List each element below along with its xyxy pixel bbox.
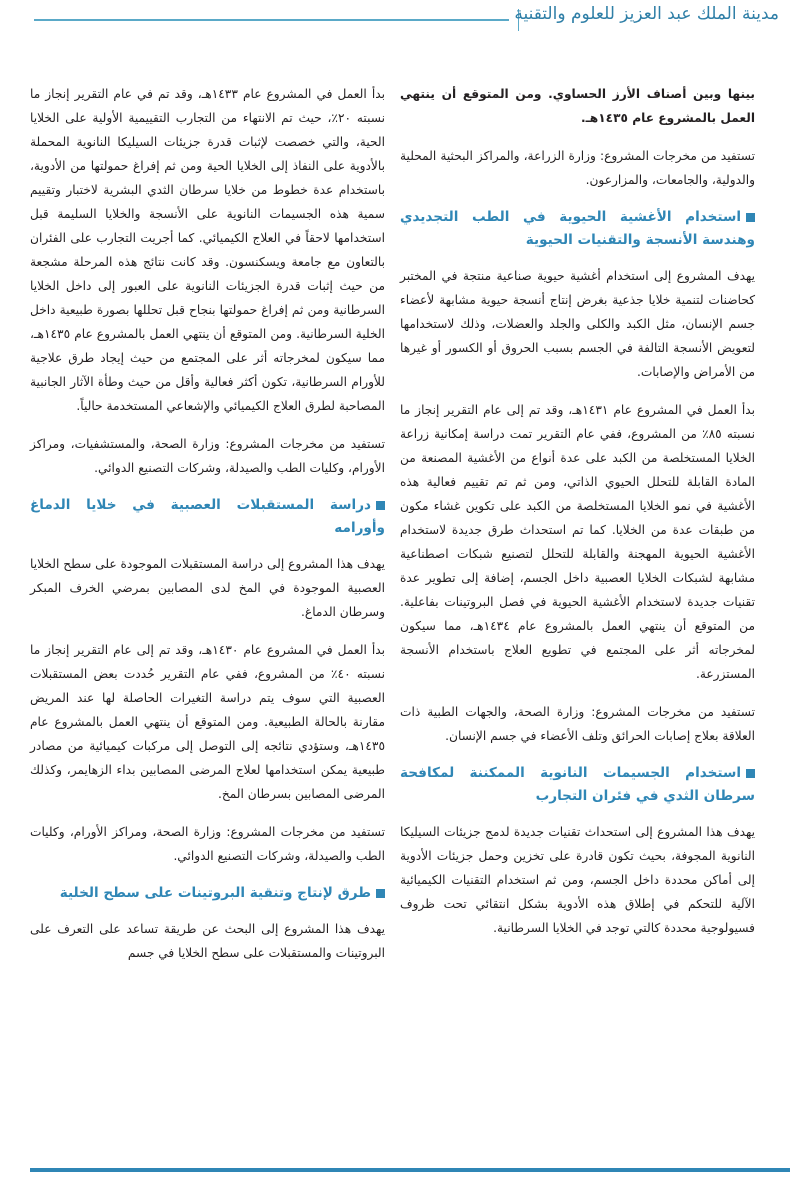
paragraph: يهدف هذا المشروع إلى دراسة المستقبلات الموجودة على سطح الخلايا العصبية الموجودة في المخ لدى المصابين بمرضي الخرف المبكر وسرطان الدماغ. bbox=[30, 557, 385, 619]
beneficiaries-paragraph: تستفيد من مخرجات المشروع: وزارة الصحة، والجهات الطبية ذات العلاقة بعلاج إصابات الحرائق وتلف الأعضاء في جسم الإنسان. bbox=[400, 705, 755, 743]
square-bullet-icon bbox=[376, 889, 385, 898]
header-rule bbox=[34, 19, 509, 21]
section-heading bbox=[30, 882, 385, 905]
paragraph: يهدف هذا المشروع إلى البحث عن طريقة تساعد على التعرف على البروتينات والمستقبلات على سطح الخلايا في جسم bbox=[30, 922, 385, 960]
section-heading-text: استخدام الأغشية الحيوية في الطب التجديدي وهندسة الأنسجة والتقنيات الحيوية bbox=[400, 209, 755, 248]
header-title: مدينة الملك عبد العزيز للعلوم والتقنية bbox=[514, 4, 779, 24]
left-column bbox=[30, 82, 385, 979]
paragraph: بدأ العمل في المشروع عام ١٤٣٣هـ، وقد تم في عام التقرير إنجاز ما نسبته ٢٠٪، حيث تم الانتهاء من التجارب التقييمية الأولية على الخلايا الحية، والتي خصصت لإثبات قدرة جزيئات السيليكا النانوية المحملة بالأدوية على النفاذ إلى الخلايا الحية ومن ثم إفراغ حمولتها من الأدوية، باستخدام عدة خطوط من خلايا سرطان الثدي البشرية لاختبار وتقييم سمية هذه الجسيمات النانوية على الأنسجة والخلايا السليمة قبل استخدامها لاحقاً في العلاج الكيميائي. كما أجريت التجارب على الفئران بالتعاون مع جامعة ويسكنسون. وقد كانت نتائج هذه المرحلة مشجعة من حيث إثبات قدرة الجزيئات النانوية على العبور إلى داخل الخلايا السرطانية ومن ثم إفراغ حمولتها بنجاح قبل تحللها بصورة طبيعية داخل الخلية السرطانية. ومن المتوقع أن ينتهي العمل بالمشروع عام ١٤٣٥هـ، مما سيكون لمخرجاته أثر على المجتمع من حيث إيجاد طرق علاجية للأورام السرطانية، تكون أكثر فعالية وأقل من حيث وطأة الآثار الجانبية المصاحبة لطرق العلاج الكيميائي والإشعاعي المستخدمة حالياً. bbox=[30, 87, 386, 413]
paragraph: يهدف هذا المشروع إلى استحداث تقنيات جديدة لدمج جزيئات السيليكا النانوية المجوفة، بحيث تكون قادرة على تخزين وحمل جزيئات الأدوية إلى أماكن محددة داخل الجسم، ومن ثم استخدام التقنيات الكيميائية الآلية للتحكم في إطلاق هذه الأدوية بشكل انتقائي تحت ظروف فسيولوجية محددة كالتي توجد في الخلايا السرطانية. bbox=[400, 825, 755, 935]
section-heading bbox=[400, 206, 755, 252]
section-heading-text: استخدام الجسيمات النانوية الممكننة لمكافحة سرطان الثدي في فئران التجارب bbox=[400, 765, 755, 804]
square-bullet-icon bbox=[746, 213, 755, 222]
beneficiaries-paragraph: تستفيد من مخرجات المشروع: وزارة الزراعة، والمراكز البحثية المحلية والدولية، والجامعات، والمزارعون. bbox=[400, 149, 755, 187]
section-heading bbox=[400, 762, 755, 808]
paragraph: بدأ العمل في المشروع عام ١٤٣١هـ، وقد تم إلى عام التقرير إنجاز ما نسبته ٨٥٪ من المشروع، ففي عام التقرير تمت دراسة إمكانية زراعة الخلايا المستخلصة من الكبد على عدة أنواع من الأغشية المصنعة من المادة القابلة للتحلل الحيوي الذاتي، ومن ثم تم تقييم فعالية هذه الأغشية في نمو الخلايا المستخلصة من الكبد على تكوين غشاء مكون من طبقات عدة من الخلايا. كما تم استحداث طرق جديدة لاستخدام الأغشية الحيوية المهجنة والقابلة للتحلل لتصنيع شبكات اصطناعية مشابهة لشبكات الخلايا العصبية داخل الجسم، إضافة إلى تطوير عدة تقنيات جديدة لاستخدام الأغشية الحيوية في فصل البروتينات بفاعلية. من المتوقع أن ينتهي العمل بالمشروع عام ١٤٣٤هـ، مما سيكون لمخرجاته أثر على المجتمع في تطويع العلاج باستخدام الأنسجة المستزرعة. bbox=[400, 403, 756, 681]
beneficiaries-paragraph: تستفيد من مخرجات المشروع: وزارة الصحة، ومراكز الأورام، وكليات الطب والصيدلة، وشركات التصنيع الدوائي. bbox=[30, 825, 385, 863]
section-heading-text: طرق لإنتاج وتنقية البروتينات على سطح الخلية bbox=[59, 885, 371, 901]
footer-rule bbox=[30, 1168, 790, 1172]
paragraph: بينها وبين أصناف الأرز الحساوي. ومن المتوقع أن ينتهي العمل بالمشروع عام ١٤٣٥هـ. bbox=[400, 87, 755, 125]
square-bullet-icon bbox=[376, 501, 385, 510]
section-heading bbox=[30, 494, 385, 540]
section-heading-text: دراسة المستقبلات العصبية في خلايا الدماغ وأورامه bbox=[30, 497, 385, 536]
beneficiaries-paragraph: تستفيد من مخرجات المشروع: وزارة الصحة، والمستشفيات، ومراكز الأورام، وكليات الطب والصيدلة، وشركات التصنيع الدوائي. bbox=[30, 437, 385, 475]
paragraph: يهدف المشروع إلى استخدام أغشية حيوية صناعية منتجة في المختبر كحاضنات لتنمية خلايا جذعية بغرض إنتاج أنسجة حيوية مشابهة لأعضاء جسم الإنسان، مثل الكبد والكلى والجلد والعضلات، وذلك لاستخدامها لتعويض الأنسجة التالفة في الجسم بسبب الحروق أو الكسور أو غيرها من الأمراض والإصابات. bbox=[400, 269, 755, 379]
paragraph: بدأ العمل في المشروع عام ١٤٣٠هـ، وقد تم إلى عام التقرير إنجاز ما نسبته ٤٠٪ من المشروع، ففي عام التقرير حُددت بعض المستقبلات العصبية التي سوف يتم دراسة التغيرات الحاصلة لها عند المريض مقارنة بالحالة الطبيعية. ومن المتوقع أن ينتهي العمل بالمشروع عام ١٤٣٥هـ، وستؤدي نتائجه إلى التوصل إلى مركبات كيميائية من مصادر طبيعية يمكن استخدامها لعلاج المرضى المصابين بداء الزهايمر، وكذلك المرضى المصابين بسرطان المخ. bbox=[30, 643, 385, 801]
page-header bbox=[0, 0, 795, 38]
right-column bbox=[400, 82, 755, 954]
square-bullet-icon bbox=[746, 769, 755, 778]
